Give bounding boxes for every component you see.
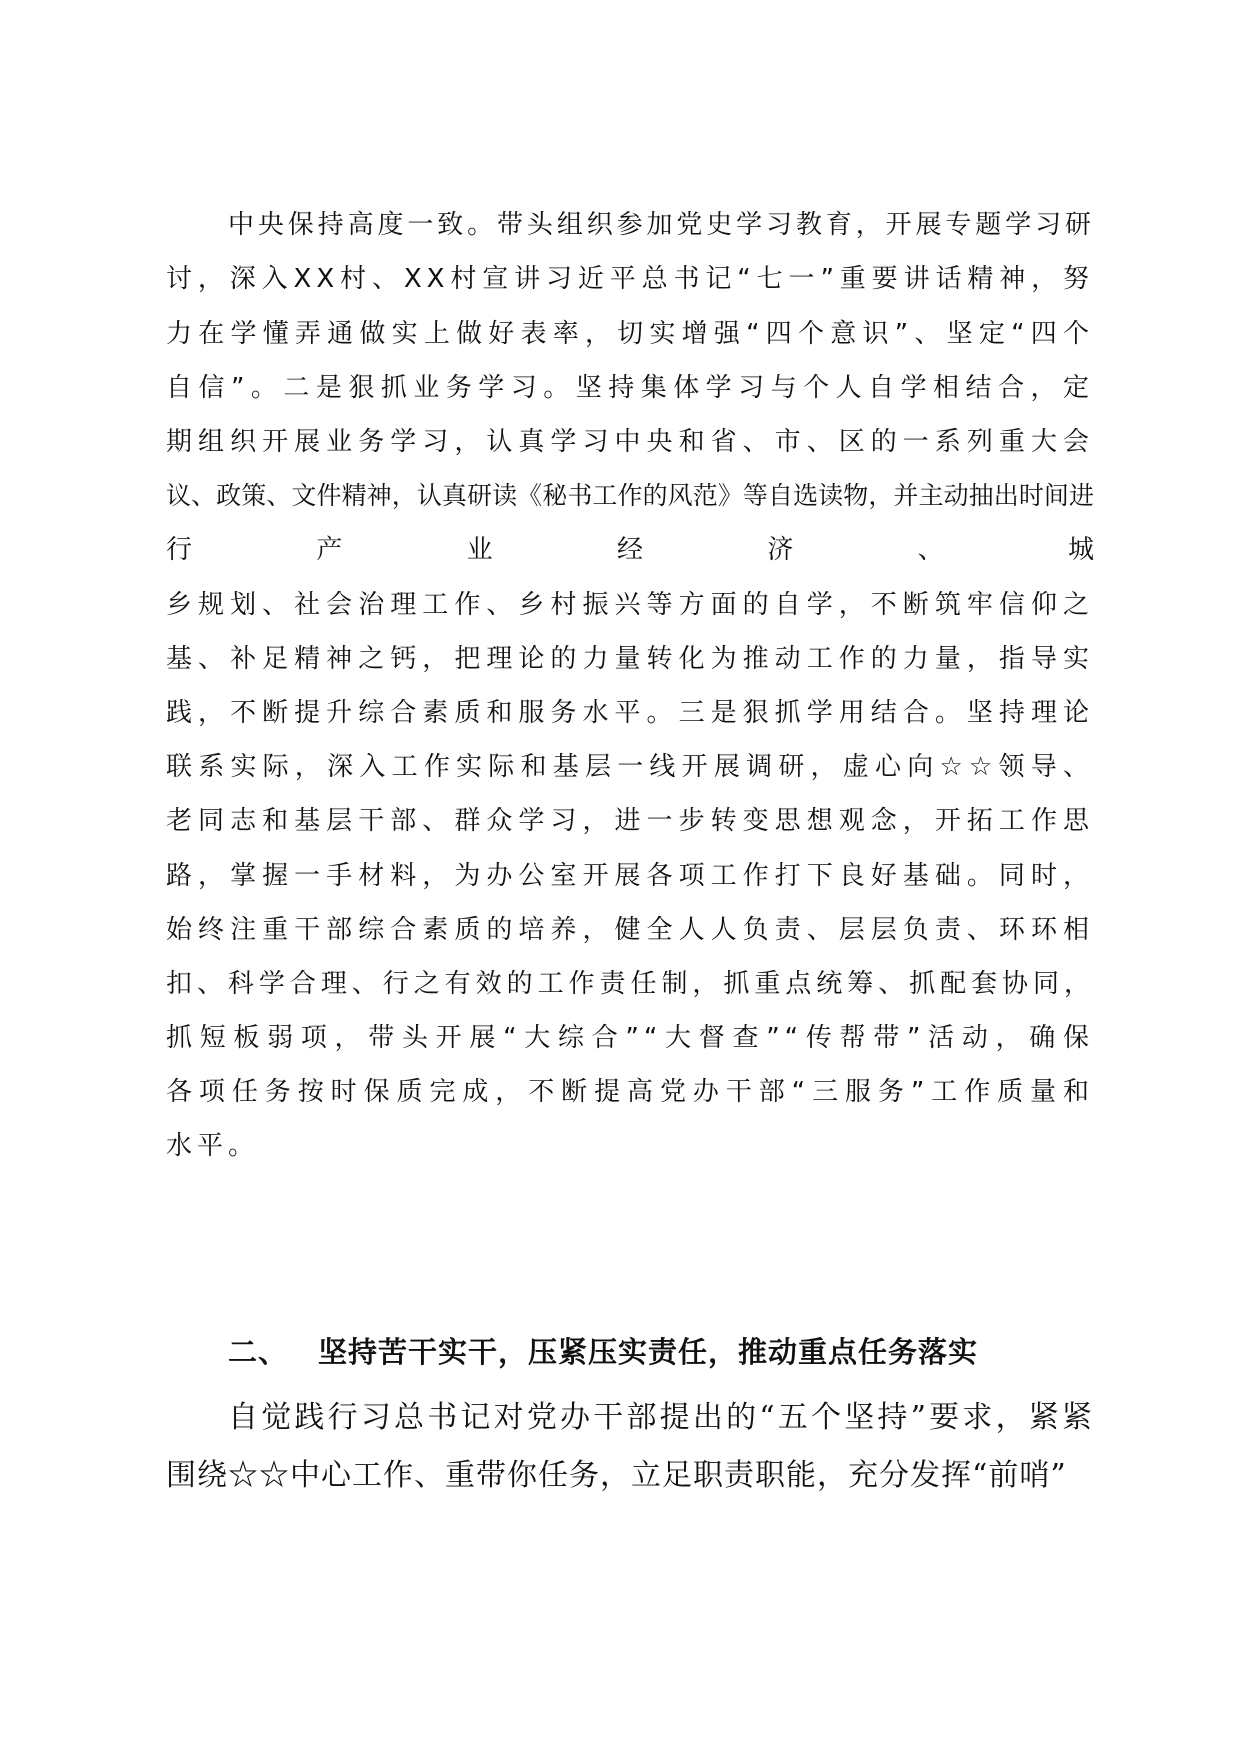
spread-char: 济 [767, 535, 794, 565]
body-text-line: 各项任务按时保质完成，不断提高党办干部“三服务”工作质量和 [166, 1077, 1094, 1107]
body-text-line: 自觉践行习总书记对党办干部提出的“五个坚持”要求，紧紧 [228, 1400, 1094, 1435]
body-text-line: 扣、科学合理、行之有效的工作责任制，抓重点统筹、抓配套协同， [166, 969, 1094, 999]
body-text-line: 基、补足精神之钙，把理论的力量转化为推动工作的力量，指导实 [166, 644, 1094, 674]
spread-char: 业 [466, 535, 493, 565]
body-text-line: 围绕☆☆中心工作、重带你任务，立足职责职能，充分发挥“前哨” [166, 1458, 1067, 1493]
body-text-line-spread [166, 530, 1094, 570]
body-text-line: 期组织开展业务学习，认真学习中央和省、市、区的一系列重大会 [166, 427, 1094, 457]
body-text-line: 路，掌握一手材料，为办公室开展各项工作打下良好基础。同时， [166, 861, 1094, 891]
spread-char: 、 [917, 535, 944, 565]
body-text-line: 践，不断提升综合素质和服务水平。三是狠抓学用结合。坚持理论 [166, 698, 1094, 728]
body-text-line: 中央保持高度一致。带头组织参加党史学习教育，开展专题学习研 [228, 210, 1094, 240]
body-text-line: 乡规划、社会治理工作、乡村振兴等方面的自学，不断筑牢信仰之 [166, 590, 1094, 620]
body-text-line: 讨，深入XX村、XX村宣讲习近平总书记“七一”重要讲话精神，努 [166, 264, 1094, 294]
body-text-line: 始终注重干部综合素质的培养，健全人人负责、层层负责、环环相 [166, 915, 1094, 945]
spread-char: 行 [166, 535, 193, 565]
section-heading [228, 1330, 1094, 1374]
body-text-line: 老同志和基层干部、群众学习，进一步转变思想观念，开拓工作思 [166, 806, 1094, 836]
body-text-line: 联系实际，深入工作实际和基层一线开展调研，虚心向☆☆领导、 [166, 752, 1094, 782]
body-text-line: 议、政策、文件精神，认真研读《秘书工作的风范》等自选读物，并主动抽出时间进 [166, 481, 1094, 510]
spread-char: 产 [316, 535, 343, 565]
spread-char: 经 [616, 535, 643, 565]
section-title: 坚持苦干实干，压紧压实责任，推动重点任务落实 [318, 1335, 979, 1369]
body-text-line: 力在学懂弄通做实上做好表率，切实增强“四个意识”、坚定“四个 [166, 319, 1094, 349]
spread-char: 城 [1067, 535, 1094, 565]
body-text-line: 抓短板弱项，带头开展“大综合”“大督查”“传帮带”活动，确保 [166, 1023, 1094, 1053]
section-number: 二、 [228, 1335, 289, 1369]
body-text-line: 自信”。二是狠抓业务学习。坚持集体学习与个人自学相结合，定 [166, 373, 1094, 403]
body-text-line: 水平。 [166, 1131, 260, 1161]
